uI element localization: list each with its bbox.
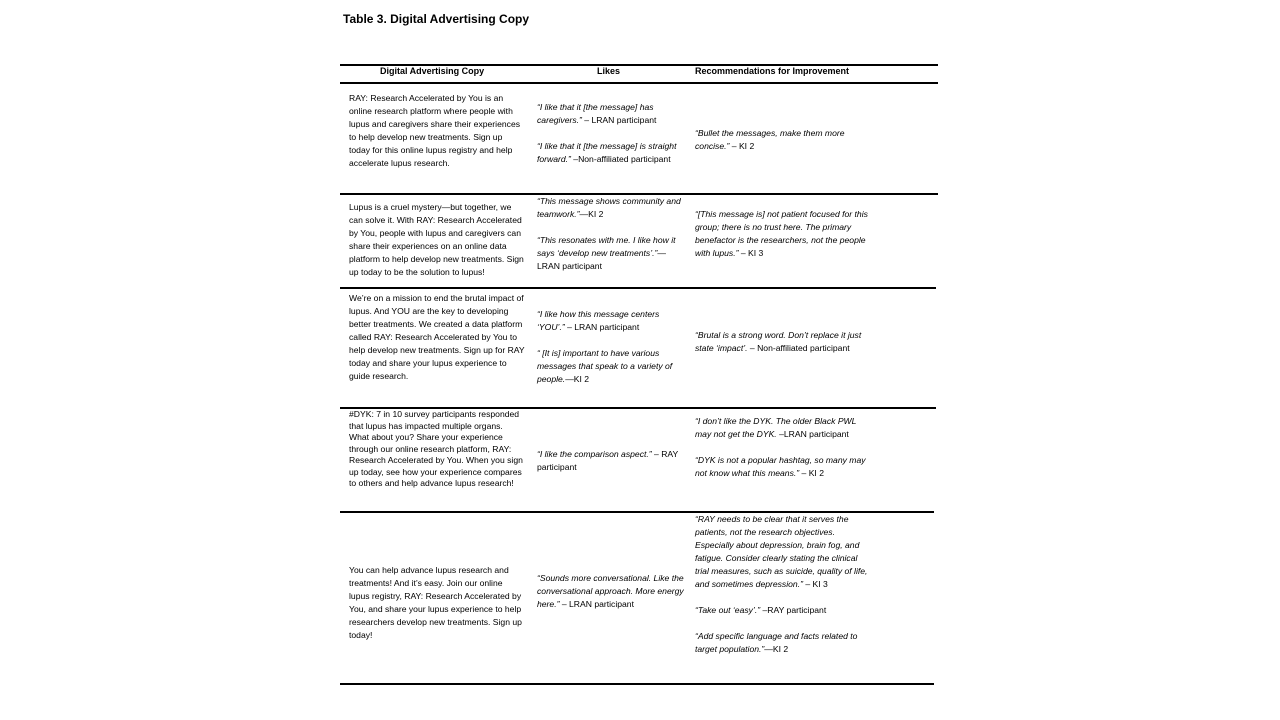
row5-recs	[695, 513, 870, 656]
row2-rec-1: “[This message is] not patient focused for this group; there is no trust here. The primary benefactor is the researchers, not the people with lupus.” – KI 3	[695, 209, 868, 258]
row5-rec-2: “Take out ‘easy’.” –RAY participant	[695, 605, 827, 615]
row2-likes	[537, 195, 687, 273]
row5-likes	[537, 572, 687, 611]
header-likes: Likes	[597, 66, 621, 76]
row3-like-1: “I like how this message centers ‘YOU’.” – LRAN participant	[537, 309, 660, 332]
header-recommendations: Recommendations for Improvement	[695, 66, 850, 76]
row2-recs	[695, 208, 870, 260]
row4-copy: #DYK: 7 in 10 survey participants responded that lupus has impacted multiple organs. What about you? Share your experience through our online research platform, RAY: Research Accelerated by You. When you sign up today, see how your experience compares to others and help advance lupus research!	[349, 409, 523, 488]
row1-rec-1: “Bullet the messages, make them more concise.” – KI 2	[695, 128, 845, 151]
table-title: Table 3. Digital Advertising Copy	[343, 12, 530, 26]
row5-rec-1: “RAY needs to be clear that it serves the patients, not the research objectives. Especially about depression, brain fog, and fatigue. Consider clearly stating the clinical trial measures, such as suicide, quality of life, and sometimes depression.” – KI 3	[695, 514, 868, 589]
row2-bottom-rule	[340, 287, 936, 289]
header-bottom-rule	[340, 82, 938, 84]
row4-recs	[695, 415, 870, 480]
row1-likes	[537, 101, 687, 166]
row4-like-1: “I like the comparison aspect.” – RAY participant	[537, 449, 679, 472]
row5-rec-3: “Add specific language and facts related to target population.”—KI 2	[695, 631, 858, 654]
table-bottom-rule	[340, 683, 934, 685]
row3-recs	[695, 329, 870, 355]
row2-copy: Lupus is a cruel mystery—but together, we can solve it. With RAY: Research Accelerated by You, people with lupus and caregivers can share their experiences on an online data platform to help develop new treatments. Sign up today to be the solution to lupus!	[349, 202, 524, 277]
row3-like-2: “ [It is] important to have various messages that speak to a variety of people.—KI 2	[537, 348, 673, 384]
row1-like-1: “I like that it [the message] has caregivers.” – LRAN participant	[537, 102, 657, 125]
row4-rec-2: “DYK is not a popular hashtag, so many may not know what this means.” – KI 2	[695, 455, 866, 478]
row1-recs	[695, 127, 870, 153]
row5-like-1: “Sounds more conversational. Like the conversational approach. More energy here.” – LRAN participant	[537, 573, 684, 609]
header-copy: Digital Advertising Copy	[380, 66, 485, 76]
row3-likes	[537, 308, 687, 386]
row3-copy: We’re on a mission to end the brutal impact of lupus. And YOU are the key to developing better treatments. We created a data platform called RAY: Research Accelerated by You to help develop new treatments. Sign up for RAY today and share your lupus experience to guide research.	[349, 293, 525, 381]
row1-like-2: “I like that it [the message] is straight forward.” –Non-affiliated participant	[537, 141, 677, 164]
row5-copy: You can help advance lupus research and treatments! And it’s easy. Join our online lupus registry, RAY: Research Accelerated by You, and share your lupus experience to help researchers develop new treatments. Sign up today!	[349, 565, 522, 640]
row2-like-2: “This resonates with me. I like how it says ‘develop new treatments’.”—LRAN participant	[537, 235, 676, 271]
row3-rec-1: “Brutal is a strong word. Don’t replace it just state ‘impact’. – Non-affiliated participant	[695, 330, 862, 353]
row2-like-1: “This message shows community and teamwork.”—KI 2	[537, 196, 681, 219]
row1-copy: RAY: Research Accelerated by You is an online research platform where people with lupus and caregivers share their experiences to help develop new treatments. Sign up today for this online lupus registry and help accelerate lupus research.	[349, 93, 521, 168]
row4-likes	[537, 448, 687, 474]
row4-rec-1: “I don’t like the DYK. The older Black PWL may not get the DYK. –LRAN participant	[695, 416, 857, 439]
